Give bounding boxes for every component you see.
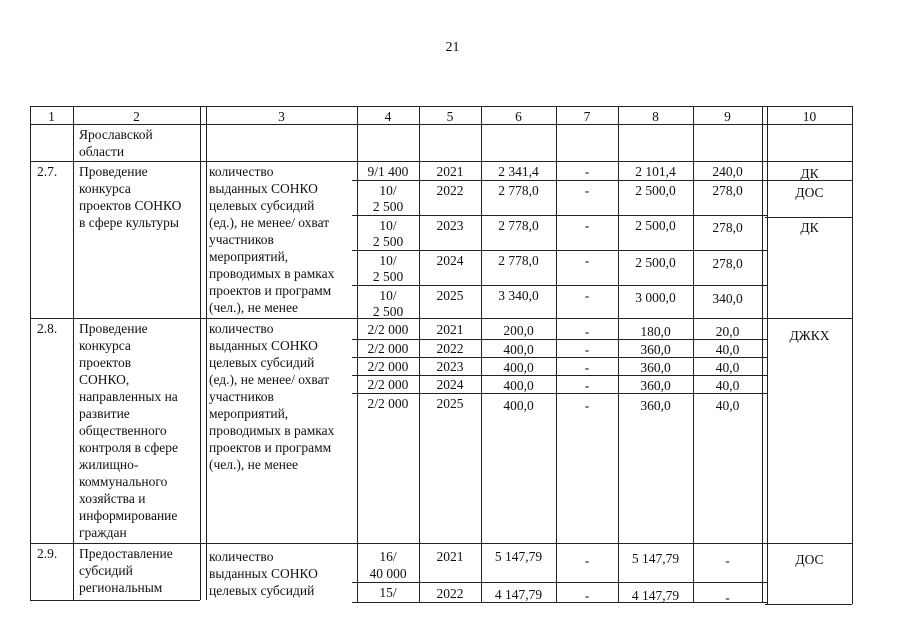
col-header-5: 5 [446,109,454,124]
col-header-4: 4 [384,109,392,124]
cell-col7: - [584,324,590,339]
cell-col8: 2 500,0 [635,255,676,270]
rule [30,106,852,107]
row28-name-line: общественного [79,423,167,438]
cell-year: 2021 [436,549,464,564]
cell-target: 2 500 [372,304,404,319]
cell-total: 400,0 [503,342,534,357]
cell-target: 2/2 000 [367,396,409,411]
cell-total: 400,0 [503,360,534,375]
cell-executor: ДК [800,166,819,181]
cell-total: 2 778,0 [498,218,539,233]
row28-indicator-line: (ед.), не менее/ охват [209,372,330,387]
cell-total: 2 778,0 [498,183,539,198]
cell-total: 200,0 [503,323,534,338]
cell-col8: 2 101,4 [635,164,676,179]
row28-indicator-line: выданных СОНКО [209,338,318,353]
col-header-9: 9 [724,109,731,124]
cell-total: 5 147,79 [494,549,543,564]
cell-executor: ДК [800,220,819,235]
cell-target: 9/1 400 [367,164,409,179]
cell-col7: - [584,342,590,357]
cell-col7: - [584,164,590,179]
cell-col8: 360,0 [640,342,671,357]
row28-name-line: конкурса [79,338,131,353]
cell-target: 2/2 000 [367,377,409,392]
cell-col8: 180,0 [640,324,671,339]
cell-executor: ДЖКХ [789,328,830,343]
rule [30,318,852,319]
cell-year: 2024 [436,253,464,268]
row27-indicator-line: количество [209,164,274,179]
row29-name-line: региональным [79,580,163,595]
row27-name-line: проектов СОНКО [79,198,182,213]
cell-col8: 2 500,0 [635,183,676,198]
rule [762,106,763,602]
row27-indicator-line: выданных СОНКО [209,181,318,196]
cell-col9: 340,0 [712,291,743,306]
row28-name-line: хозяйства и [79,491,146,506]
cell-year: 2025 [436,396,464,411]
cell-target: 10/ [379,218,397,233]
cell-target: 40 000 [369,566,407,581]
rule [352,215,767,216]
cell-col7: - [584,378,590,393]
cell-col8: 360,0 [640,378,671,393]
cell-col9: 40,0 [715,360,740,375]
rule [352,250,767,251]
rule [352,285,767,286]
page-number: 21 [445,40,460,55]
cell-col7: - [584,183,590,198]
row28-name-line: направленных на [79,389,178,404]
cell-col8: 360,0 [640,360,671,375]
row28-name-line: проектов [79,355,132,370]
cell-total: 400,0 [503,378,534,393]
cell-col8: 3 000,0 [635,290,676,305]
cell-col9: 240,0 [712,164,743,179]
col-header-1: 1 [48,109,55,124]
cell-year: 2022 [436,586,464,601]
cell-col9: - [725,590,730,605]
row29-name-line: Предоставление [79,546,173,561]
row27-name-line: в сфере культуры [79,215,179,230]
rule [30,600,200,601]
cell-total: 400,0 [503,398,534,413]
cell-col9: 20,0 [715,324,740,339]
cell-target: 2 500 [372,269,404,284]
rule [206,106,207,600]
row28-name-line: контроля в сфере [79,440,178,455]
row27-indicator-line: (чел.), не менее [209,300,298,315]
row28-indicator-line: количество [209,321,274,336]
row28-indicator-line: участников [209,389,274,404]
row27-indicator-line: проводимых в рамках [209,266,335,281]
row-number: 2.7. [37,164,58,179]
rule [765,604,852,605]
cell-total: 2 341,4 [498,164,539,179]
row29-indicator-line: количество [209,549,274,564]
row28-name-line: развитие [79,406,130,421]
cell-col7: - [584,360,590,375]
cell-target: 2/2 000 [367,341,409,356]
cell-year: 2023 [436,218,464,233]
row29-name-line: субсидий [79,563,133,578]
col-header-3: 3 [278,109,285,124]
row28-name-line: жилищно- [79,457,139,472]
cell-year: 2021 [436,322,464,337]
row28-indicator-line: проектов и программ [209,440,332,455]
cell-total: 2 778,0 [498,253,539,268]
cell-total: 3 340,0 [498,288,539,303]
row27-name-line: Проведение [79,164,148,179]
col-header-2: 2 [133,109,140,124]
rule [73,106,74,600]
cell-year: 2021 [436,164,464,179]
rule [852,106,853,604]
row29-indicator-line: выданных СОНКО [209,566,318,581]
cell-target: 16/ [379,549,397,564]
rule [765,217,852,218]
rule [352,582,767,583]
row28-name-line: СОНКО, [79,372,130,387]
row27-name-line: конкурса [79,181,131,196]
row28-indicator-line: проводимых в рамках [209,423,335,438]
cell-target: 15/ [379,585,397,600]
cell-col8: 360,0 [640,398,671,413]
rule [30,106,31,600]
row27-indicator-line: проектов и программ [209,283,332,298]
row27-indicator-line: (ед.), не менее/ охват [209,215,330,230]
rule [200,106,201,600]
cell-target: 2/2 000 [367,359,409,374]
cell-year: 2023 [436,359,464,374]
cell-col7: - [584,588,590,603]
cell-executor: ДОС [795,185,824,200]
cell-col9: 278,0 [712,183,743,198]
row-number: 2.9. [37,546,58,561]
row27-indicator-line: целевых субсидий [209,198,315,213]
row28-name-line: коммунального [79,474,168,489]
cell-year: 2022 [436,183,464,198]
cell-col9: 40,0 [715,398,740,413]
cell-col9: 278,0 [712,256,743,271]
row28-indicator-line: мероприятий, [209,406,289,421]
cell-target: 2/2 000 [367,322,409,337]
cell-col9: 40,0 [715,342,740,357]
row28-name-line: граждан [79,525,127,540]
cell-col8: 2 500,0 [635,218,676,233]
col-header-10: 10 [802,109,817,124]
row28-name-line: информирование [79,508,178,523]
cont-name-line: Ярославской [79,127,153,142]
cell-target: 10/ [379,183,397,198]
cell-col9: 40,0 [715,378,740,393]
rule [30,543,852,544]
row29-indicator-line: целевых субсидий [209,583,315,598]
col-header-7: 7 [583,109,591,124]
cell-target: 2 500 [372,199,404,214]
row28-indicator-line: целевых субсидий [209,355,315,370]
row28-indicator-line: (чел.), не менее [209,457,298,472]
cell-executor: ДОС [795,552,824,567]
row27-indicator-line: мероприятий, [209,249,289,264]
row-number: 2.8. [37,321,58,336]
cell-col9: - [725,553,730,568]
cell-col7: - [584,553,590,568]
cell-col7: - [584,253,590,268]
col-header-6: 6 [515,109,522,124]
cell-col7: - [584,218,590,233]
cell-year: 2024 [436,377,464,392]
cell-year: 2022 [436,341,464,356]
cell-target: 10/ [379,253,397,268]
cell-col8: 4 147,79 [631,588,680,603]
cell-col7: - [584,398,590,413]
cell-col9: 278,0 [712,220,743,235]
cell-target: 10/ [379,288,397,303]
row28-name-line: Проведение [79,321,148,336]
col-header-8: 8 [652,109,659,124]
rule [30,161,852,162]
cell-col7: - [584,288,590,303]
cont-name-line: области [79,144,125,159]
row27-indicator-line: участников [209,232,274,247]
cell-year: 2025 [436,288,464,303]
cell-col8: 5 147,79 [631,551,680,566]
cell-total: 4 147,79 [494,587,543,602]
cell-target: 2 500 [372,234,404,249]
